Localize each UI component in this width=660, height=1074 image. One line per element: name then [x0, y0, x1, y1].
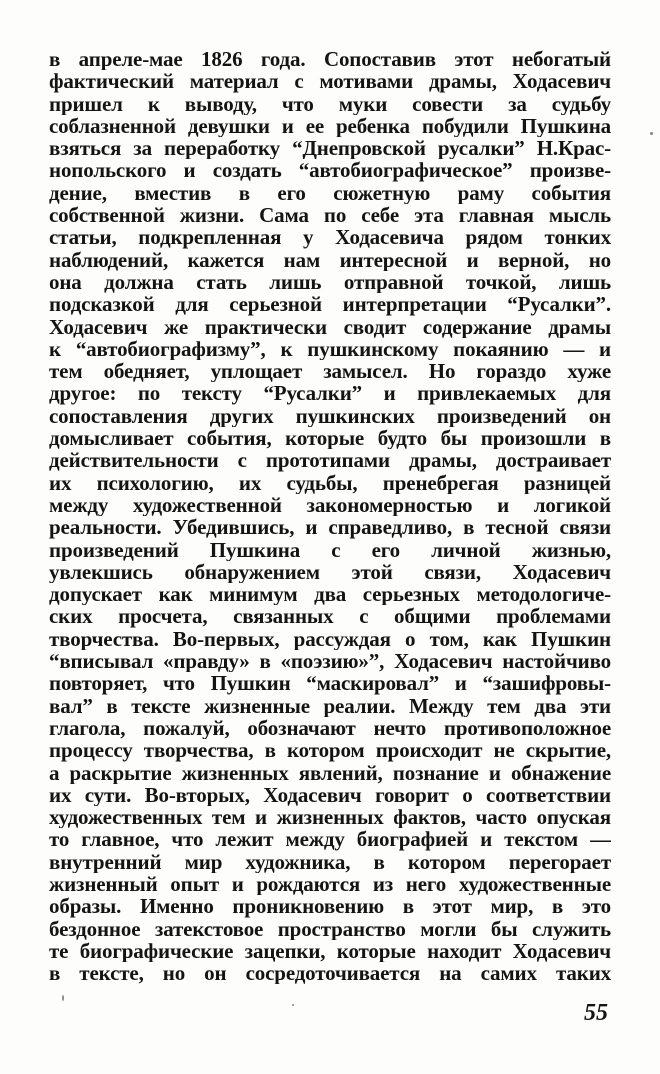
text-line: взяться за переработку “Днепровской русалки” Н.Крас-	[49, 137, 611, 160]
text-line: образы. Именно проникновению в этот мир, в это	[49, 895, 611, 918]
text-line: нопольского и создать “автобиографическое” произве-	[49, 159, 611, 182]
text-line: творчества. Во-первых, рассуждая о том, как Пушкин	[49, 627, 611, 651]
body-text	[49, 48, 611, 984]
text-line: наблюдений, кажется нам интересной и верной, но	[49, 248, 611, 271]
page-number: 55	[584, 1000, 608, 1026]
text-line: их сути. Во-вторых, Ходасевич говорит о соответствии	[49, 783, 611, 807]
text-line: “вписывал «правду» в «поэзию»”, Ходасевич настойчиво	[49, 650, 611, 673]
text-line: между художественной закономерностью и логикой	[49, 493, 611, 517]
scan-speck	[292, 1004, 294, 1006]
text-line: художественных тем и жизненных фактов, часто опуская	[49, 806, 611, 829]
text-line: в апреле-мае 1826 года. Сопоставив этот небогатый	[49, 48, 611, 71]
text-line: их психологию, их судьбы, пренебрегая разницей	[49, 471, 611, 494]
text-line: действительности с прототипами драмы, достраивает	[49, 449, 611, 472]
text-line: фактический материал с мотивами драмы, Ходасевич	[49, 70, 611, 93]
text-line: сопоставления других пушкинских произведений он	[49, 404, 611, 428]
text-line: соблазненной девушки и ее ребенка побудили Пушкина	[49, 114, 611, 138]
scan-speck	[62, 995, 64, 1001]
text-line: вал” в тексте жизненные реалии. Между тем два эти	[49, 694, 611, 717]
text-line: увлекшись обнаружением этой связи, Ходасевич	[49, 560, 611, 584]
scan-speck	[650, 132, 653, 135]
text-line: дение, вместив в его сюжетную раму события	[49, 181, 611, 205]
text-line: реальности. Убедившись, и справедливо, в тесной связи	[49, 516, 611, 539]
text-line: повторяет, что Пушкин “маскировал” и “зашифровы-	[49, 672, 611, 695]
text-line: статьи, подкрепленная у Ходасевича рядом тонких	[49, 226, 611, 249]
text-line: то главное, что лежит между биографией и текстом —	[49, 828, 611, 851]
text-line: те биографические зацепки, которые находит Ходасевич	[49, 939, 611, 963]
text-line: глагола, пожалуй, обозначают нечто противоположное	[49, 716, 611, 740]
text-line: а раскрытие жизненных явлений, познание и обнажение	[49, 761, 611, 784]
text-line: тем обедняет, уплощает замысел. Но гораздо хуже	[49, 360, 611, 383]
text-line: она должна стать лишь отправной точкой, лишь	[49, 270, 611, 294]
text-line: домысливает события, которые будто бы произошли в	[49, 427, 611, 450]
text-line: другое: по тексту “Русалки” и привлекаемых для	[49, 382, 611, 405]
text-line: пришел к выводу, что муки совести за судьбу	[49, 92, 611, 115]
text-line: жизненный опыт и рождаются из него художественные	[49, 872, 611, 896]
text-line: допускает как минимум два серьезных методологиче-	[49, 583, 611, 606]
text-line: внутренний мир художника, в котором перегорает	[49, 850, 611, 873]
text-line: в тексте, но он сосредоточивается на самих таких	[49, 962, 611, 985]
text-line: произведений Пушкина с его личной жизнью,	[49, 538, 611, 561]
text-line: процессу творчества, в котором происходит не скрытие,	[49, 739, 611, 762]
text-line: Ходасевич же практически сводит содержание драмы	[49, 315, 611, 338]
text-line: к “автобиографизму”, к пушкинскому покаянию — и	[49, 337, 611, 361]
text-line: бездонное затекстовое пространство могли бы служить	[49, 917, 611, 940]
text-line: ских просчета, связанных с общими проблемами	[49, 605, 611, 628]
text-line: собственной жизни. Сама по себе эта главная мысль	[49, 204, 611, 227]
text-line: подсказкой для серьезной интерпретации “Русалки”.	[49, 293, 611, 316]
